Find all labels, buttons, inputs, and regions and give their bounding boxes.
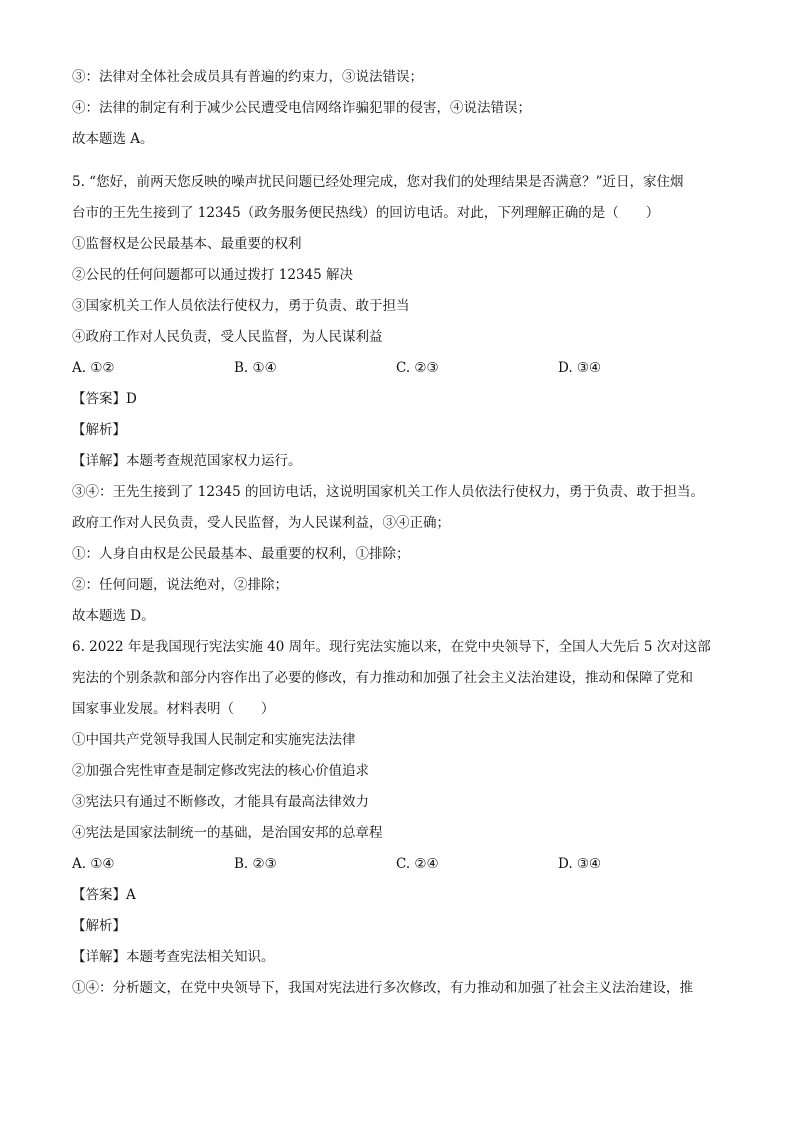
- question-5-item: ④政府工作对人民负责，受人民监督，为人民谋利益: [72, 329, 383, 345]
- question-5-stem: 5. “您好，前两天您反映的噪声扰民问题已经处理完成，您对我们的处理结果是否满意？”近日，家住烟: [72, 174, 684, 190]
- question-5-item: ③国家机关工作人员依法行使权力，勇于负责、敢于担当: [72, 298, 410, 314]
- text-line: 故本题选 A。: [72, 131, 154, 147]
- answer-label: 【答案】A: [72, 887, 136, 903]
- document-page: [72, 62, 732, 1004]
- conclusion-line: 故本题选 D。: [72, 608, 155, 624]
- option-b: B. ②③: [234, 856, 277, 872]
- question-6-stem: 6. 2022 年是我国现行宪法实施 40 周年。现行宪法实施以来，在党中央领导下，全国人大先后 5 次对这部: [72, 639, 711, 655]
- detail-label: 【详解】本题考查规范国家权力运行。: [72, 453, 302, 469]
- question-6-stem: 国家事业发展。材料表明（ ）: [72, 701, 275, 717]
- question-5-stem: 台市的王先生接到了 12345（政务服务便民热线）的回访电话。对此，下列理解正确的是（ ）: [72, 205, 660, 221]
- explanation-line: ③④：王先生接到了 12345 的回访电话，这说明国家机关工作人员依法行使权力，勇于负责、敢于担当。: [72, 484, 705, 500]
- question-6-item: ④宪法是国家法制统一的基础，是治国安邦的总章程: [72, 825, 383, 841]
- answer-label: 【答案】D: [72, 391, 137, 407]
- detail-label: 【详解】本题考查宪法相关知识。: [72, 949, 275, 965]
- option-d: D. ③④: [558, 856, 602, 872]
- question-5-options: [72, 353, 732, 384]
- explanation-line: ②：任何问题，说法绝对，②排除；: [72, 577, 288, 593]
- explanation-line: 政府工作对人民负责，受人民监督，为人民谋利益，③④正确；: [72, 515, 450, 531]
- question-5-item: ①监督权是公民最基本、最重要的权利: [72, 236, 302, 252]
- explanation-line: ①：人身自由权是公民最基本、最重要的权利，①排除；: [72, 546, 410, 562]
- analysis-label: 【解析】: [72, 918, 126, 934]
- option-a: A. ①②: [72, 360, 115, 376]
- option-a: A. ①④: [72, 856, 115, 872]
- option-b: B. ①④: [234, 360, 277, 376]
- option-c: C. ②③: [396, 360, 439, 376]
- text-line: ④：法律的制定有利于减少公民遭受电信网络诈骗犯罪的侵害，④说法错误；: [72, 100, 531, 116]
- question-5-item: ②公民的任何问题都可以通过拨打 12345 解决: [72, 267, 354, 283]
- question-6-item: ②加强合宪性审查是制定修改宪法的核心价值追求: [72, 763, 369, 779]
- question-6-item: ①中国共产党领导我国人民制定和实施宪法法律: [72, 732, 356, 748]
- question-6-item: ③宪法只有通过不断修改，才能具有最高法律效力: [72, 794, 369, 810]
- explanation-line: ①④：分析题文，在党中央领导下，我国对宪法进行多次修改，有力推动和加强了社会主义法治建设，推: [72, 980, 693, 996]
- question-6-stem: 宪法的个别条款和部分内容作出了必要的修改，有力推动和加强了社会主义法治建设，推动和保障了党和: [72, 670, 693, 686]
- analysis-label: 【解析】: [72, 422, 126, 438]
- option-d: D. ③④: [558, 360, 602, 376]
- option-c: C. ②④: [396, 856, 439, 872]
- question-6-options: [72, 849, 732, 880]
- text-line: ③：法律对全体社会成员具有普遍的约束力，③说法错误；: [72, 69, 423, 85]
